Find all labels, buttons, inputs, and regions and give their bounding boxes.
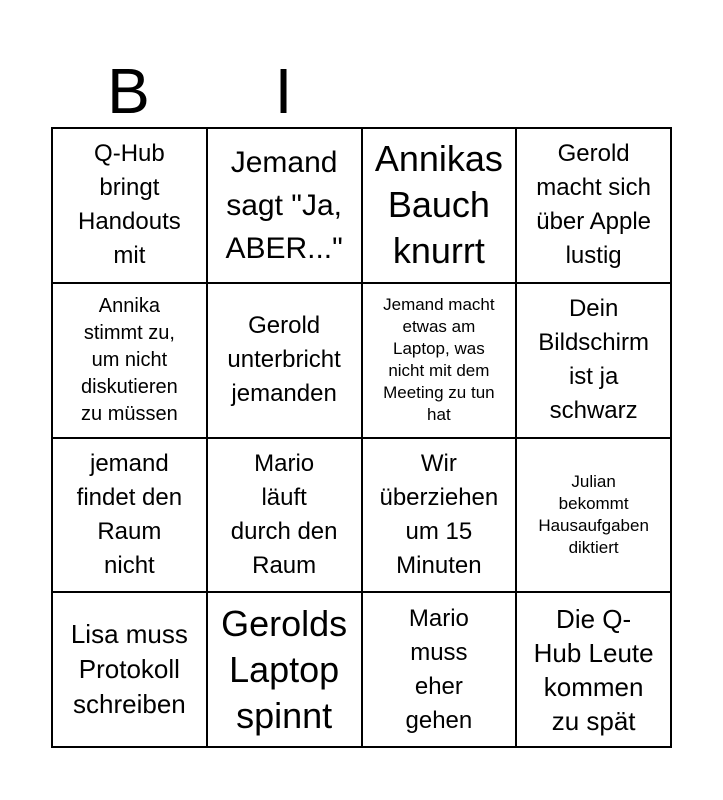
- bingo-cell[interactable]: [517, 439, 672, 594]
- bingo-cell[interactable]: [208, 129, 363, 284]
- bingo-cell[interactable]: [53, 129, 208, 284]
- bingo-cell[interactable]: [517, 284, 672, 439]
- cell-text: Dein Bildschirm ist ja schwarz: [538, 295, 649, 425]
- bingo-cell[interactable]: [363, 284, 518, 439]
- cell-text: Gerold macht sich über Apple lustig: [536, 140, 651, 270]
- bingo-cell[interactable]: [363, 129, 518, 284]
- header-letter-b: B: [107, 55, 150, 127]
- cell-text: Wir überziehen um 15 Minuten: [379, 449, 499, 579]
- bingo-cell[interactable]: [363, 439, 518, 594]
- cell-text: Lisa muss Protokoll schreiben: [70, 619, 188, 720]
- cell-text: Gerold unterbricht jemanden: [227, 312, 341, 408]
- cell-text: Annika stimmt zu, um nicht diskutieren zu müssen: [81, 294, 178, 425]
- cell-text: Gerolds Laptop spinnt: [221, 602, 348, 736]
- bingo-cell[interactable]: [53, 439, 208, 594]
- cell-text: Julian bekommt Hausaufgaben diktiert: [538, 471, 649, 557]
- cell-text: Q-Hub bringt Handouts mit: [78, 140, 181, 270]
- bingo-cell[interactable]: [208, 593, 363, 748]
- bingo-cell[interactable]: [517, 129, 672, 284]
- bingo-cell[interactable]: [363, 593, 518, 748]
- cell-text: Annikas Bauch knurrt: [374, 138, 503, 272]
- cell-text: Mario muss eher gehen: [405, 604, 473, 734]
- bingo-cell[interactable]: [517, 593, 672, 748]
- bingo-cell[interactable]: [53, 284, 208, 439]
- cell-text: Jemand sagt "Ja, ABER...": [225, 145, 343, 265]
- cell-text: Die Q- Hub Leute kommen zu spät: [533, 603, 654, 736]
- header-letter-i: I: [274, 55, 293, 127]
- bingo-cell[interactable]: [53, 593, 208, 748]
- bingo-cell[interactable]: [208, 439, 363, 594]
- cell-text: jemand findet den Raum nicht: [76, 449, 183, 579]
- cell-text: Mario läuft durch den Raum: [230, 449, 338, 579]
- bingo-cell[interactable]: [208, 284, 363, 439]
- cell-text: Jemand macht etwas am Laptop, was nicht mit dem Meeting zu tun hat: [383, 295, 495, 425]
- bingo-board: [51, 127, 672, 748]
